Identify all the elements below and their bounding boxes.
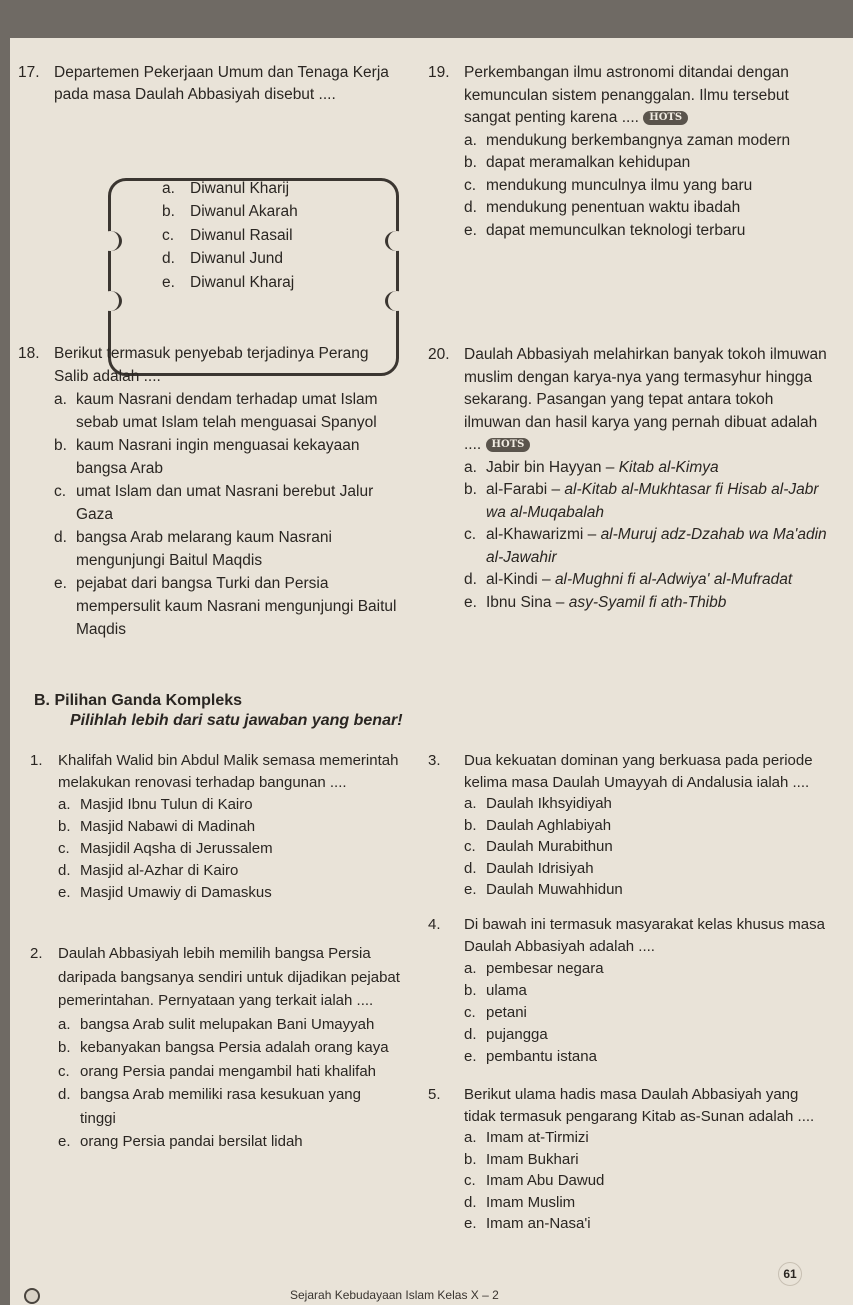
option-b: b. Diwanul Akarah bbox=[162, 203, 298, 220]
question-number: 18. bbox=[18, 345, 40, 362]
question-20 bbox=[428, 344, 828, 614]
option-e: e. pembantu istana bbox=[464, 1048, 597, 1065]
question-stem: Khalifah Walid bin Abdul Malik semasa memerintah melakukan renovasi terhadap bangunan .... bbox=[58, 752, 399, 791]
option-a: a. mendukung berkembangnya zaman modern bbox=[464, 131, 791, 149]
question-17 bbox=[18, 62, 398, 106]
question-18 bbox=[18, 342, 400, 641]
book-page bbox=[10, 38, 853, 1305]
option-a: a. Masjid Ibnu Tulun di Kairo bbox=[58, 796, 253, 813]
question-stem: Daulah Abbasiyah melahirkan banyak tokoh ilmuwan muslim dengan karya-nya yang termasyhur hingga sekarang. Pasangan yang tepat antara tokoh ilmuwan dan hasil karya yang pernah dibuat adalah .... bbox=[464, 346, 827, 453]
option-b: b. Imam Bukhari bbox=[464, 1150, 579, 1168]
question-19 bbox=[428, 62, 828, 242]
question-stem: Di bawah ini termasuk masyarakat kelas khusus masa Daulah Abbasiyah adalah .... bbox=[464, 916, 825, 955]
option-d: d. pujangga bbox=[464, 1026, 548, 1043]
question-number: 5. bbox=[428, 1086, 441, 1103]
question-b1 bbox=[30, 750, 400, 904]
option-e: e. Imam an-Nasa'i bbox=[464, 1215, 591, 1232]
question-stem: Berikut ulama hadis masa Daulah Abbasiyah yang tidak termasuk pengarang Kitab as-Sunan adalah .... bbox=[464, 1086, 815, 1125]
option-e: e. Daulah Muwahhidun bbox=[464, 881, 623, 898]
question-number: 19. bbox=[428, 64, 450, 81]
option-d: d. mendukung penentuan waktu ibadah bbox=[464, 199, 741, 216]
option-e: e. Ibnu Sina – asy-Syamil fi ath-Thibb bbox=[464, 593, 727, 611]
decorative-circle-icon bbox=[24, 1288, 40, 1304]
option-d: d. bangsa Arab melarang kaum Nasrani mengunjungi Baitul Maqdis bbox=[54, 529, 332, 569]
option-a: a. Jabir bin Hayyan – Kitab al-Kimya bbox=[464, 458, 719, 476]
option-d: d. Diwanul Jund bbox=[162, 250, 284, 267]
question-stem: Perkembangan ilmu astronomi ditandai dengan kemunculan sistem penanggalan. Ilmu tersebut sangat penting karena .... bbox=[464, 64, 789, 126]
option-c: c. Masjidil Aqsha di Jerussalem bbox=[58, 840, 273, 857]
option-a: a. Daulah Ikhsyidiyah bbox=[464, 795, 612, 812]
hots-badge: HOTS bbox=[643, 111, 688, 125]
section-title: B. Pilihan Ganda Kompleks bbox=[34, 692, 243, 709]
option-b: b. ulama bbox=[464, 982, 527, 999]
option-c: c. al-Khawarizmi – al-Muruj adz-Dzahab wa Ma'adin al-Jawahir bbox=[464, 526, 827, 566]
question-stem: Departemen Pekerjaan Umum dan Tenaga Kerja pada masa Daulah Abbasiyah disebut .... bbox=[54, 64, 389, 103]
question-number: 17. bbox=[18, 64, 40, 81]
option-e: e. Masjid Umawiy di Damaskus bbox=[58, 884, 272, 901]
option-e: e. orang Persia pandai bersilat lidah bbox=[58, 1133, 303, 1150]
option-d: d. Daulah Idrisiyah bbox=[464, 859, 594, 877]
question-stem: Daulah Abbasiyah lebih memilih bangsa Persia daripada bangsanya sendiri untuk dijadikan pejabat pemerintahan. Pernyataan yang terkait ialah .... bbox=[58, 945, 400, 1009]
section-instruction: Pilihlah lebih dari satu jawaban yang benar! bbox=[70, 712, 403, 729]
option-d: d. al-Kindi – al-Mughni fi al-Adwiya' al-Mufradat bbox=[464, 571, 793, 588]
option-a: a. Imam at-Tirmizi bbox=[464, 1129, 589, 1146]
option-c: c. mendukung munculnya ilmu yang baru bbox=[464, 176, 753, 194]
question-stem: Berikut termasuk penyebab terjadinya Perang Salib adalah .... bbox=[54, 345, 369, 385]
question-b3 bbox=[428, 750, 828, 901]
question-b5 bbox=[428, 1084, 828, 1235]
option-b: b. kaum Nasrani ingin menguasai kekayaan bangsa Arab bbox=[54, 437, 360, 477]
option-d: d. Masjid al-Azhar di Kairo bbox=[58, 862, 239, 879]
option-c: c. Imam Abu Dawud bbox=[464, 1172, 605, 1189]
option-c: c. Diwanul Rasail bbox=[162, 227, 293, 244]
option-a: a. pembesar negara bbox=[464, 960, 604, 977]
option-c: c. umat Islam dan umat Nasrani berebut Jalur Gaza bbox=[54, 483, 374, 523]
option-d: d. Imam Muslim bbox=[464, 1193, 576, 1211]
question-number: 20. bbox=[428, 346, 450, 363]
option-c: c. orang Persia pandai mengambil hati khalifah bbox=[58, 1062, 377, 1080]
option-d: d. bangsa Arab memiliki rasa kesukuan yang tinggi bbox=[58, 1086, 361, 1127]
footer-book-title: Sejarah Kebudayaan Islam Kelas X – 2 bbox=[290, 1288, 499, 1302]
question-number: 2. bbox=[30, 945, 43, 962]
option-b: b. Daulah Aghlabiyah bbox=[464, 816, 612, 834]
option-a: a. bangsa Arab sulit melupakan Bani Umayyah bbox=[58, 1015, 375, 1033]
question-b4 bbox=[428, 914, 828, 1068]
option-a: a. kaum Nasrani dendam terhadap umat Islam sebab umat Islam telah menguasai Spanyol bbox=[54, 391, 378, 431]
question-number: 1. bbox=[30, 752, 43, 769]
question-number: 4. bbox=[428, 916, 441, 933]
option-b: b. al-Farabi – al-Kitab al-Mukhtasar fi Hisab al-Jabr wa al-Muqabalah bbox=[464, 481, 819, 521]
hots-badge: HOTS bbox=[486, 438, 531, 452]
option-b: b. kebanyakan bangsa Persia adalah orang kaya bbox=[58, 1039, 389, 1056]
option-e: e. dapat memunculkan teknologi terbaru bbox=[464, 221, 746, 239]
option-a: a. Diwanul Kharij bbox=[162, 180, 290, 197]
question-stem: Dua kekuatan dominan yang berkuasa pada periode kelima masa Daulah Umayyah di Andalusia ialah .... bbox=[464, 752, 813, 791]
question-b2 bbox=[30, 942, 400, 1154]
option-c: c. petani bbox=[464, 1004, 527, 1021]
option-c: c. Daulah Murabithun bbox=[464, 838, 613, 855]
option-b: b. Masjid Nabawi di Madinah bbox=[58, 818, 256, 835]
option-e: e. Diwanul Kharaj bbox=[162, 274, 295, 291]
option-e: e. pejabat dari bangsa Turki dan Persia mempersulit kaum Nasrani mengunjungi Baitul Maqdis bbox=[54, 575, 397, 638]
question-number: 3. bbox=[428, 752, 441, 769]
page-number: 61 bbox=[778, 1262, 802, 1286]
option-b: b. dapat meramalkan kehidupan bbox=[464, 154, 691, 171]
